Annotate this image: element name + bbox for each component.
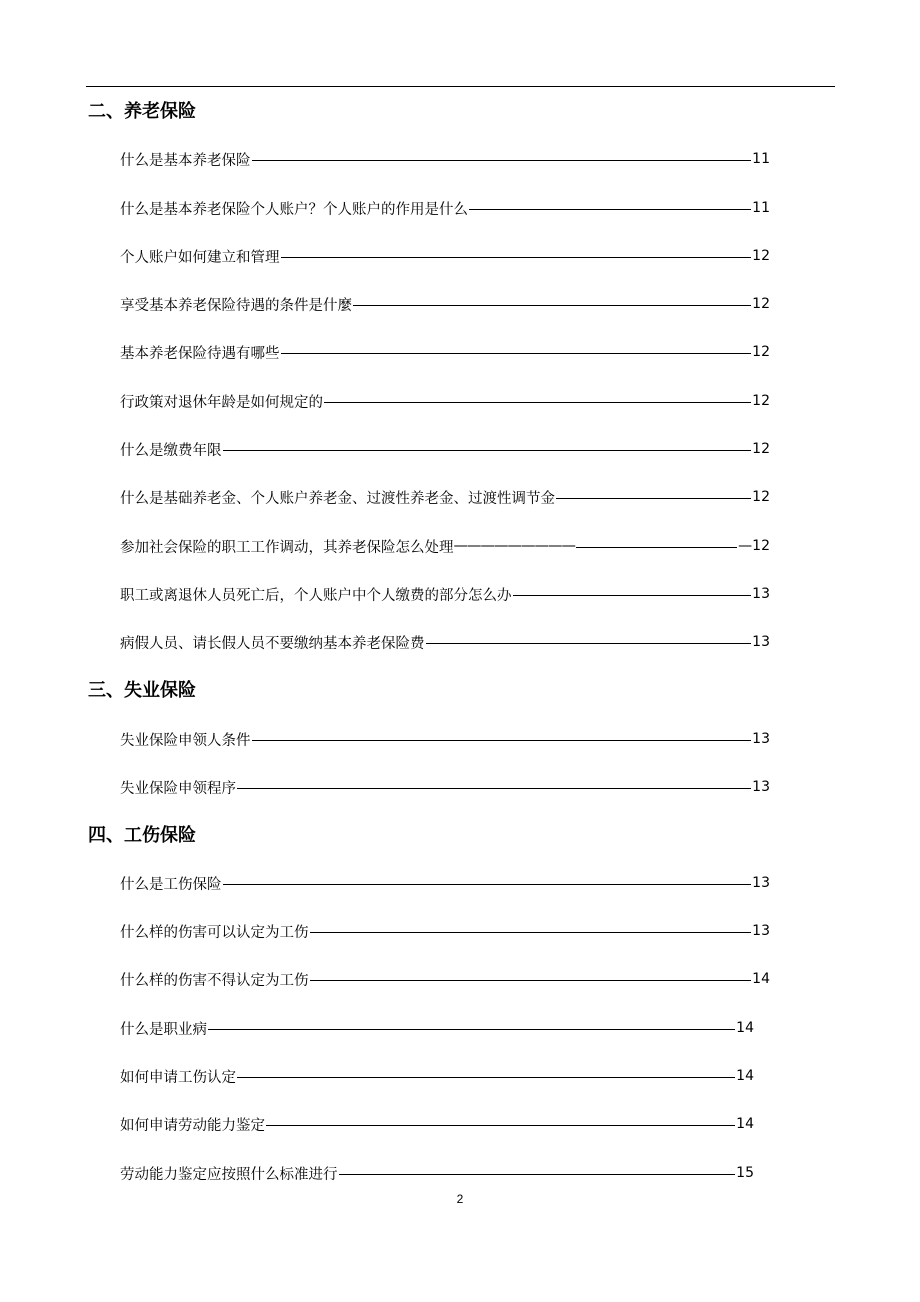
toc-entry-page: 15: [736, 1165, 754, 1181]
toc-entry[interactable]: [120, 1016, 754, 1040]
toc-leader-line: [469, 209, 751, 210]
toc-entry-title: 什么样的伤害可以认定为工伤: [120, 924, 309, 941]
header-rule: [86, 86, 835, 87]
toc-entry-page: 11: [752, 200, 770, 216]
toc-entry[interactable]: [120, 1064, 754, 1088]
toc-entry-page: 14: [736, 1020, 754, 1036]
toc-leader-line: [223, 450, 752, 451]
toc-entry-page: 14: [752, 971, 770, 987]
toc-entry-page: 14: [736, 1068, 754, 1084]
toc-entry[interactable]: [120, 775, 770, 799]
toc-entry-title: 如何申请工伤认定: [120, 1069, 236, 1086]
toc-entry-title: 享受基本养老保险待遇的条件是什麼: [120, 297, 352, 314]
toc-leader-line: [237, 1077, 735, 1078]
toc-entry-page: 12: [752, 441, 770, 457]
toc-entry[interactable]: [120, 340, 770, 364]
toc-leader-line: [223, 884, 752, 885]
page-number: 2: [456, 1192, 464, 1206]
toc-entry-title: 什么是职业病: [120, 1021, 207, 1038]
toc-entry[interactable]: [120, 389, 770, 413]
toc-entry-title: 如何申请劳动能力鉴定: [120, 1117, 265, 1134]
toc-entry-title: 失业保险申领程序: [120, 780, 236, 797]
toc-entry-title: 职工或离退休人员死亡后，个人账户中个人缴费的部分怎么办: [120, 587, 512, 604]
toc-entry[interactable]: [120, 292, 770, 316]
toc-leader-line: [252, 160, 752, 161]
toc-entry-page: 13: [752, 923, 770, 939]
toc-leader-line: [208, 1029, 735, 1030]
toc-entry[interactable]: [120, 582, 770, 606]
toc-entry-page: 14: [736, 1116, 754, 1132]
toc-entry[interactable]: [120, 1161, 754, 1185]
toc-entry[interactable]: [120, 630, 770, 654]
toc-dash-leader: —————————: [453, 538, 575, 554]
toc-entry[interactable]: [120, 727, 770, 751]
toc-entry-title: 基本养老保险待遇有哪些: [120, 345, 280, 362]
toc-entry[interactable]: [120, 967, 770, 991]
toc-leader-line: [310, 980, 752, 981]
toc-entry[interactable]: [120, 437, 770, 461]
toc-entry-title: 什么是基础养老金、个人账户养老金、过渡性养老金、过渡性调节金: [120, 490, 555, 507]
toc-entry-page: 12: [752, 489, 770, 505]
toc-entry[interactable]: [120, 147, 770, 171]
toc-entry-page: 12: [752, 248, 770, 264]
toc-entry-page: 13: [752, 586, 770, 602]
toc-leader-line: [281, 353, 752, 354]
toc-entry-title: 病假人员、请长假人员不要缴纳基本养老保险费: [120, 635, 425, 652]
section-heading-unemployment: 三、失业保险: [88, 680, 196, 701]
toc-leader-line: [324, 402, 751, 403]
toc-entry-title: 什么是工伤保险: [120, 876, 222, 893]
toc-leader-line: [237, 788, 751, 789]
toc-entry-title: 参加社会保险的职工工作调动，其养老保险怎么处理: [120, 539, 454, 556]
toc-entry[interactable]: [120, 196, 770, 220]
toc-leader-line: [513, 595, 752, 596]
toc-entry-page: 11: [752, 151, 770, 167]
toc-entry-title: 个人账户如何建立和管理: [120, 249, 280, 266]
toc-leader-line: [339, 1174, 736, 1175]
toc-entry-title: 什么是基本养老保险: [120, 152, 251, 169]
toc-leader-line: [252, 740, 752, 741]
toc-entry-title: 劳动能力鉴定应按照什么标准进行: [120, 1166, 338, 1183]
toc-entry-title: 什么是缴费年限: [120, 442, 222, 459]
toc-leader-line: [353, 305, 751, 306]
toc-leader-line: [556, 498, 751, 499]
toc-leader-line: [266, 1125, 735, 1126]
toc-entry-title: 什么是基本养老保险个人账户？个人账户的作用是什么: [120, 201, 468, 218]
toc-entry-title: 失业保险申领人条件: [120, 732, 251, 749]
section-heading-pension: 二、养老保险: [88, 101, 196, 122]
toc-entry-title: 行政策对退休年龄是如何规定的: [120, 394, 323, 411]
toc-entry-page: 13: [752, 731, 770, 747]
toc-entry-page: 12: [752, 344, 770, 360]
toc-entry-page: 13: [752, 779, 770, 795]
toc-entry[interactable]: [120, 1112, 754, 1136]
toc-entry[interactable]: [120, 244, 770, 268]
toc-entry-page: 12: [752, 296, 770, 312]
toc-entry-page: 13: [752, 875, 770, 891]
toc-entry-title: 什么样的伤害不得认定为工伤: [120, 972, 309, 989]
toc-leader-line: [576, 547, 737, 548]
toc-leader-line: [281, 257, 752, 258]
toc-entry[interactable]: [120, 534, 770, 558]
toc-entry-page: —12: [738, 538, 770, 554]
toc-leader-line: [426, 643, 752, 644]
toc-entry[interactable]: [120, 485, 770, 509]
toc-entry-page: 12: [752, 393, 770, 409]
section-heading-work-injury: 四、工伤保险: [88, 825, 196, 846]
toc-leader-line: [310, 932, 752, 933]
toc-entry-page: 13: [752, 634, 770, 650]
toc-entry[interactable]: [120, 871, 770, 895]
toc-entry[interactable]: [120, 919, 770, 943]
